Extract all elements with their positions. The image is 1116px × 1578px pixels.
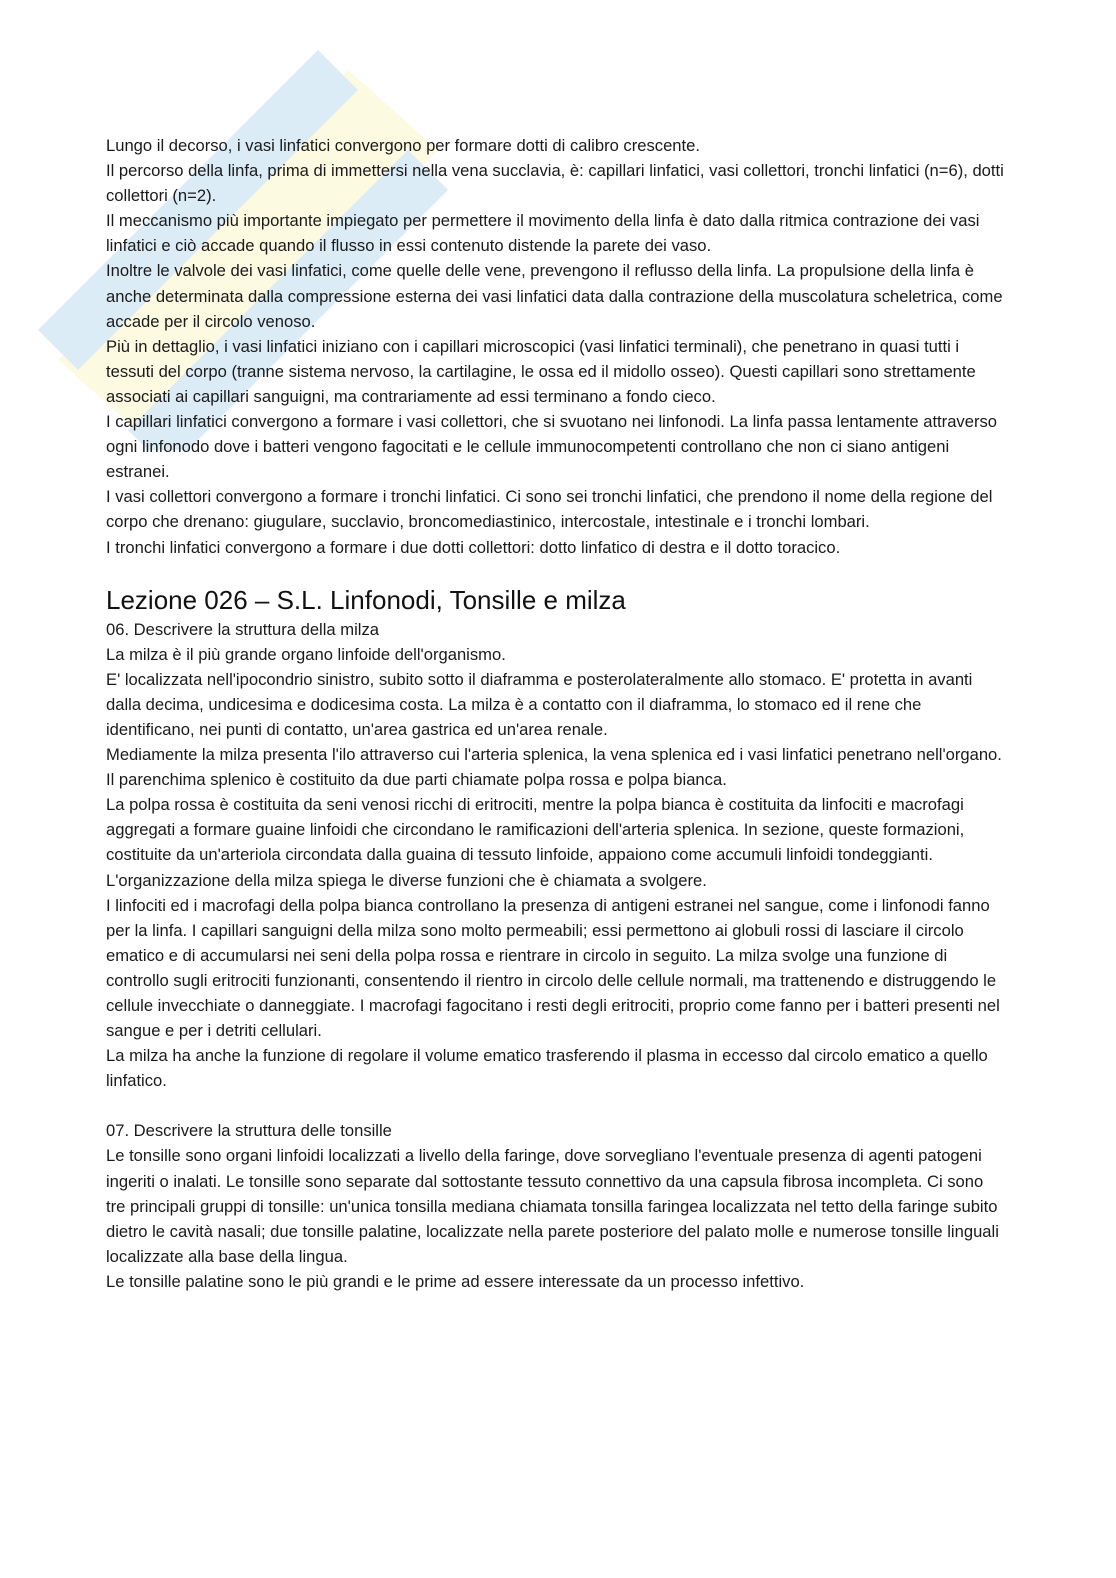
question-06-paragraph: La milza ha anche la funzione di regolare il volume ematico trasferendo il plasma in eccesso dal circolo ematico a quello linfatico. [106, 1046, 988, 1091]
question-07-section [106, 1118, 1006, 1294]
question-06-paragraph: Il parenchima splenico è costituito da due parti chiamate polpa rossa e polpa bianca. [106, 770, 727, 790]
document-page [106, 133, 1006, 1294]
question-06-paragraph: I linfociti ed i macrofagi della polpa bianca controllano la presenza di antigeni estranei nel sangue, come i linfonodi fanno per la linfa. I capillari sanguigni della milza sono molto permeabili; essi permettono ai globuli rossi di lasciare il circolo ematico e di accumularsi nei seni della polpa rossa e rientrare in circolo in seguito. La milza svolge una funzione di controllo sugli eritrociti funzionanti, consentendo il rientro in circolo delle cellule normali, ma trattenendo e distruggendo le cellule invecchiate o danneggiate. I macrofagi fagocitano i resti degli eritrociti, proprio come fanno per i batteri presenti nel sangue e per i detriti cellulari. [106, 895, 1000, 1041]
intro-paragraph: I vasi collettori convergono a formare i tronchi linfatici. Ci sono sei tronchi linfatici, che prendono il nome della regione del corpo che drenano: giugulare, succlavio, broncomediastinico, intercostale, intestinale e i tronchi lombari. [106, 487, 993, 532]
intro-paragraph: I tronchi linfatici convergono a formare i due dotti collettori: dotto linfatico di destra e il dotto toracico. [106, 537, 841, 557]
question-07-paragraph: Le tonsille sono organi linfoidi localizzati a livello della faringe, dove sorvegliano l'eventuale presenza di agenti patogeni ingeriti o inalati. Le tonsille sono separate dal sottostante tessuto connettivo da una capsula fibrosa incompleta. Ci sono tre principali gruppi di tonsille: un'unica tonsilla mediana chiamata tonsilla faringea localizzata nel tetto della faringe subito dietro le cavità nasali; due tonsille palatine, localizzate nella parete posteriore del palato molle e numerose tonsille linguali localizzate alla base della lingua. [106, 1146, 999, 1266]
question-06-title: 06. Descrivere la struttura della milza [106, 619, 379, 639]
intro-paragraph: Più in dettaglio, i vasi linfatici iniziano con i capillari microscopici (vasi linfatici terminali), che penetrano in quasi tutti i tessuti del corpo (tranne sistema nervoso, la cartilagine, le ossa ed il midollo osseo). Questi capillari sono strettamente associati ai capillari sanguigni, ma contrariamente ad essi terminano a fondo cieco. [106, 336, 976, 406]
intro-paragraph: Inoltre le valvole dei vasi linfatici, come quelle delle vene, prevengono il reflusso della linfa. La propulsione della linfa è anche determinata dalla compressione esterna dei vasi linfatici data dalla contrazione della muscolatura scheletrica, come accade per il circolo venoso. [106, 261, 1003, 331]
question-06-paragraph: Mediamente la milza presenta l'ilo attraverso cui l'arteria splenica, la vena splenica ed i vasi linfatici penetrano nell'organo. [106, 745, 1002, 765]
question-07-title: 07. Descrivere la struttura delle tonsille [106, 1121, 392, 1141]
question-07-paragraph: Le tonsille palatine sono le più grandi e le prime ad essere interessate da un processo infettivo. [106, 1271, 805, 1291]
intro-paragraph: Il percorso della linfa, prima di immettersi nella vena succlavia, è: capillari linfatici, vasi collettori, tronchi linfatici (n=6), dotti collettori (n=2). [106, 161, 1004, 206]
question-06-paragraph: La polpa rossa è costituita da seni venosi ricchi di eritrociti, mentre la polpa bianca è costituita da linfociti e macrofagi aggregati a formare guaine linfoidi che circondano le ramificazioni dell'arteria splenica. In sezione, queste formazioni, costituite da un'arteriola circondata dalla guaina di tessuto linfoide, appaiono come accumuli linfoidi tondeggianti. L'organizzazione della milza spiega le diverse funzioni che è chiamata a svolgere. [106, 795, 965, 890]
question-06-paragraph: E' localizzata nell'ipocondrio sinistro, subito sotto il diaframma e posterolateralmente allo stomaco. E' protetta in avanti dalla decima, undicesima e dodicesima costa. La milza è a contatto con il diaframma, lo stomaco ed il rene che identificano, nei punti di contatto, un'area gastrica ed un'area renale. [106, 669, 973, 739]
question-06-section [106, 617, 1006, 1094]
section-spacer [106, 1093, 1006, 1118]
intro-section [106, 133, 1006, 560]
lesson-title: Lezione 026 – S.L. Linfonodi, Tonsille e milza [106, 584, 626, 615]
intro-paragraph: I capillari linfatici convergono a formare i vasi collettori, che si svuotano nei linfonodi. La linfa passa lentamente attraverso ogni linfonodo dove i batteri vengono fagocitati e le cellule immunocompetenti controllano che non ci siano antigeni estranei. [106, 412, 997, 482]
question-06-paragraph: La milza è il più grande organo linfoide dell'organismo. [106, 644, 506, 664]
intro-paragraph: Lungo il decorso, i vasi linfatici convergono per formare dotti di calibro crescente. [106, 136, 700, 155]
intro-paragraph: Il meccanismo più importante impiegato per permettere il movimento della linfa è dato dalla ritmica contrazione dei vasi linfatici e ciò accade quando il flusso in essi contenuto distende la parete dei vaso. [106, 211, 980, 256]
